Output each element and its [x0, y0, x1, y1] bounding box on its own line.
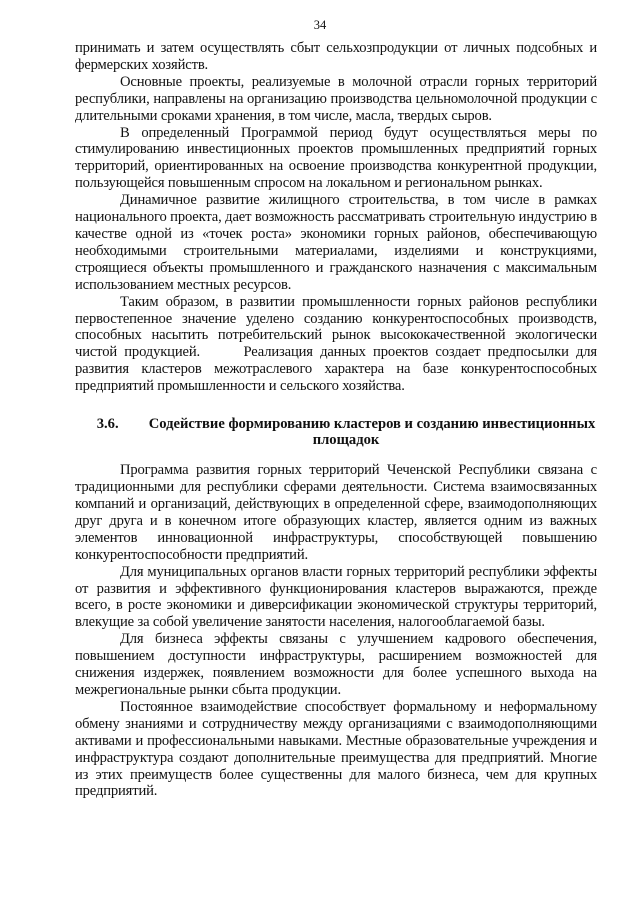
document-body — [75, 40, 601, 800]
paragraph: Динамичное развитие жилищного строительства, в том числе в рамках национального проекта, дает возможность рассматривать строительную индустрию в качестве одной из «точек роста» экономики горных районов, обеспечивающую необходимыми строительными материалами, изделиями и конструкциями, строящиеся объекты промышленного и гражданского назначения с максимальным использованием местных ресурсов. — [75, 192, 597, 293]
paragraph: Для муниципальных органов власти горных территорий республики эффекты от развития и эффективного функционирования кластеров выражаются, прежде всего, в росте экономики и диверсификации экономической структуры территорий, влекущие за собой увеличение занятости населения, налогооблагаемой базы. — [75, 563, 597, 631]
paragraph: принимать и затем осуществлять сбыт сельхозпродукции от личных подсобных и фермерских хозяйств. — [75, 40, 597, 73]
paragraph: В определенный Программой период будут осуществляться меры по стимулированию инвестиционных проектов промышленных предприятий горных территорий, ориентированных на освоение производства конкурентной продукции, пользующейся повышенным спросом на локальном и региональном рынках. — [75, 124, 597, 192]
section-number: 3.6. — [96, 416, 119, 433]
section-title: Содействие формированию кластеров и созданию инвестиционных площадок — [148, 416, 596, 448]
paragraph: Постоянное взаимодействие способствует формальному и неформальному обмену знаниями и сотрудничеству между организациями с взаимодополняющими активами и профессиональными навыками. Местные образовательные учреждения и инфраструктура создают дополнительные преимущества для предприятий. Многие из этих преимуществ более существенны для малого бизнеса, чем для крупных предприятий. — [75, 698, 597, 800]
paragraph: Программа развития горных территорий Чеченской Республики связана с традиционными для республики сферами деятельности. Система взаимосвязанных компаний и организаций, действующих в определенной сфере, взаимодополняющих друг друга и в конечном итоге образующих кластер, является одним из важных элементов инновационной инфраструктуры, способствующей повышению конкурентоспособности предприятий. — [75, 462, 597, 563]
paragraph: Для бизнеса эффекты связаны с улучшением кадрового обеспечения, повышением доступности инфраструктуры, расширением возможностей для снижения издержек, появлением возможности для более успешного выхода на межрегиональные рынки сбыта продукции. — [75, 631, 597, 698]
page-number: 34 — [313, 18, 327, 32]
paragraph: Основные проекты, реализуемые в молочной отрасли горных территорий республики, направлены на организацию производства цельномолочной продукции с длительными сроками хранения, в том числе, масла, твердых сыров. — [75, 73, 597, 124]
section-heading — [75, 417, 597, 448]
paragraph: Таким образом, в развитии промышленности горных районов республики первостепенное значение уделено созданию конкурентоспособных производств, способных насытить потребительский рынок высококачественной экологически чистой продукцией. Реализация данных проектов создает предпосылки для развития кластеров межотраслевого характера на базе конкурентоспособных предприятий промышленности и сельского хозяйства. — [75, 293, 601, 395]
